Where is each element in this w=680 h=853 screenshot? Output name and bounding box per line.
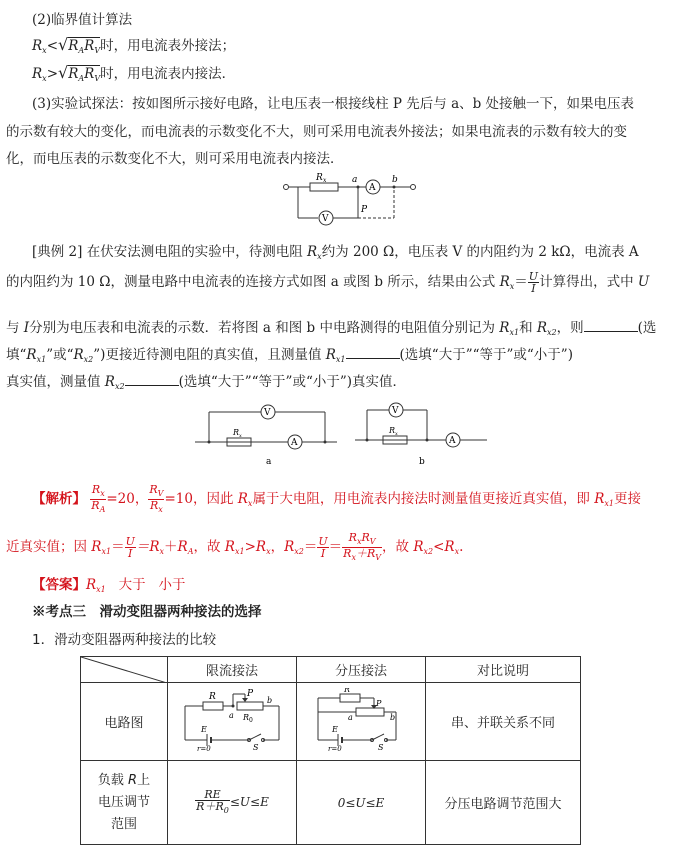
svg-text:a: a (352, 175, 358, 185)
row-label-range: 负载 R上 电压调节 范围 (81, 761, 168, 845)
divider-circuit-diagram (306, 688, 416, 752)
svg-text:x: x (323, 177, 327, 184)
svg-text:r=0: r=0 (197, 744, 211, 752)
svg-text:R: R (344, 687, 351, 694)
svg-text:r=0: r=0 (328, 744, 342, 752)
circuit-note: 串、并联关系不同 (426, 683, 581, 761)
comparison-table (80, 656, 581, 845)
header-comparison: 对比说明 (426, 657, 581, 683)
svg-text:E: E (332, 724, 338, 734)
svg-text:b: b (390, 712, 396, 722)
svg-text:R: R (233, 428, 240, 437)
header-current-limiting: 限流接法 (168, 657, 297, 683)
example-line-5: 真实值，测量值 $R_{x2}$ (选填“大于”“等于”或“小于”)真实值． (6, 374, 407, 391)
solution-line-1: 【解析】 $\frac{R_x}{R_A}$ =20， $\frac{R_V}{R_x}$ =10，因此 $R_x$属于大电阻，用电流表内接法时测量值更接近真实值，即 $R_{x1}$更接 (32, 483, 642, 514)
svg-text:a: a (229, 710, 234, 720)
critical-line-2: $R_x>√R_AR_V$时，用电流表内接法． (32, 63, 236, 83)
rx-resistor (310, 183, 338, 191)
answer-line: 【答案】$R_{x1}$ 大于 小于 (32, 577, 186, 594)
svg-text:S: S (378, 742, 384, 752)
svg-text:b: b (419, 457, 425, 467)
trial-circuit-diagram (280, 170, 420, 234)
svg-text:E: E (201, 724, 207, 734)
table-row-range (81, 761, 581, 845)
range-note: 分压电路调节范围大 (426, 761, 581, 845)
section-heading: ※考点三 滑动变阻器两种接法的选择 (32, 604, 262, 620)
critical-line-1: $R_x<√R_AR_V$时，用电流表外接法； (32, 35, 236, 55)
svg-text:P: P (361, 205, 368, 215)
svg-text:0: 0 (249, 716, 253, 724)
svg-text:R: R (243, 712, 250, 722)
svg-text:a: a (266, 457, 272, 467)
svg-text:A: A (291, 438, 298, 448)
svg-text:V: V (392, 406, 399, 416)
solution-line-2: 近真实值；因 $R_{x1}=$ $\frac{U}{I}$ $=R_x+R_A$，故 $R_{x1}>R_x$，$R_{x2}=$ $\frac{U}{I}$ ＝ $\frac{R_xR_V}{R_x+R_V}$ ，故 $R_{x2}<R_x$. (6, 531, 464, 562)
example-line-3: 与 I分别为电压表和电流表的示数．若将图 a 和图 b 中电路测得的电阻值分别记为 $R_{x1}$和 $R_{x2}$，则 (选 (6, 320, 657, 337)
table-row-circuit (81, 683, 581, 761)
svg-text:b: b (392, 175, 398, 185)
limiting-circuit-diagram (177, 688, 287, 752)
svg-text:V: V (322, 214, 329, 224)
svg-text:A: A (449, 436, 456, 446)
svg-text:P: P (247, 688, 254, 699)
example-line-4: 填“$R_{x1}$”或“$R_{x2}$”)更接近待测电阻的真实值，且测量值 $R_{x1}$ (选填“大于”“等于”或“小于”) (6, 347, 573, 364)
divider-circuit-cell (297, 683, 426, 761)
svg-text:b: b (267, 695, 273, 705)
svg-text:a: a (348, 712, 353, 722)
table-header-row (81, 657, 581, 683)
example-line-1: [典例 2] 在伏安法测电阻的实验中，待测电阻 $R_x$约为 200 Ω，电压表 V 的内阻约为 2 kΩ，电流表 A (32, 244, 639, 261)
svg-text:x: x (395, 431, 398, 437)
circuit-figure-b (355, 402, 490, 468)
limiting-range-cell: $\frac{RE}{R+R_0}$ ≤U≤E (168, 761, 297, 845)
example-line-2: 的内阻约为 10 Ω，测量电路中电流表的连接方式如图 a 或图 b 所示，结果由公式 $R_x=$ $\frac{U}{I}$ 计算得出，式中 U (6, 270, 650, 295)
svg-text:V: V (264, 408, 271, 418)
svg-text:S: S (253, 742, 259, 752)
trial-line-2: 的示数有较大的变化，而电流表的示数变化不大，则可采用电流表外接法；如果电流表的示数有较大的变 (6, 124, 627, 140)
critical-heading: (2)临界值计算法 (32, 12, 133, 28)
svg-text:A: A (369, 183, 376, 193)
svg-text:R: R (316, 173, 323, 183)
svg-text:R: R (209, 691, 216, 702)
table-title: 1．滑动变阻器两种接法的比较 (32, 632, 217, 648)
divider-range-cell: 0≤U≤E (297, 761, 426, 845)
trial-line-1: (3)实验试探法：按如图所示接好电路，让电压表一根接线柱 P 先后与 a、b 处接触一下，如果电压表 (32, 96, 635, 112)
row-label-circuit: 电路图 (81, 683, 168, 761)
limiting-circuit-cell (168, 683, 297, 761)
circuit-figure-a (195, 402, 345, 468)
header-voltage-divider: 分压接法 (297, 657, 426, 683)
trial-line-3: 化，而电压表的示数变化不大，则可采用电流表内接法． (6, 151, 344, 167)
header-corner (81, 657, 168, 683)
svg-text:x: x (239, 433, 242, 439)
svg-text:R: R (389, 426, 396, 435)
svg-text:P: P (376, 698, 382, 708)
